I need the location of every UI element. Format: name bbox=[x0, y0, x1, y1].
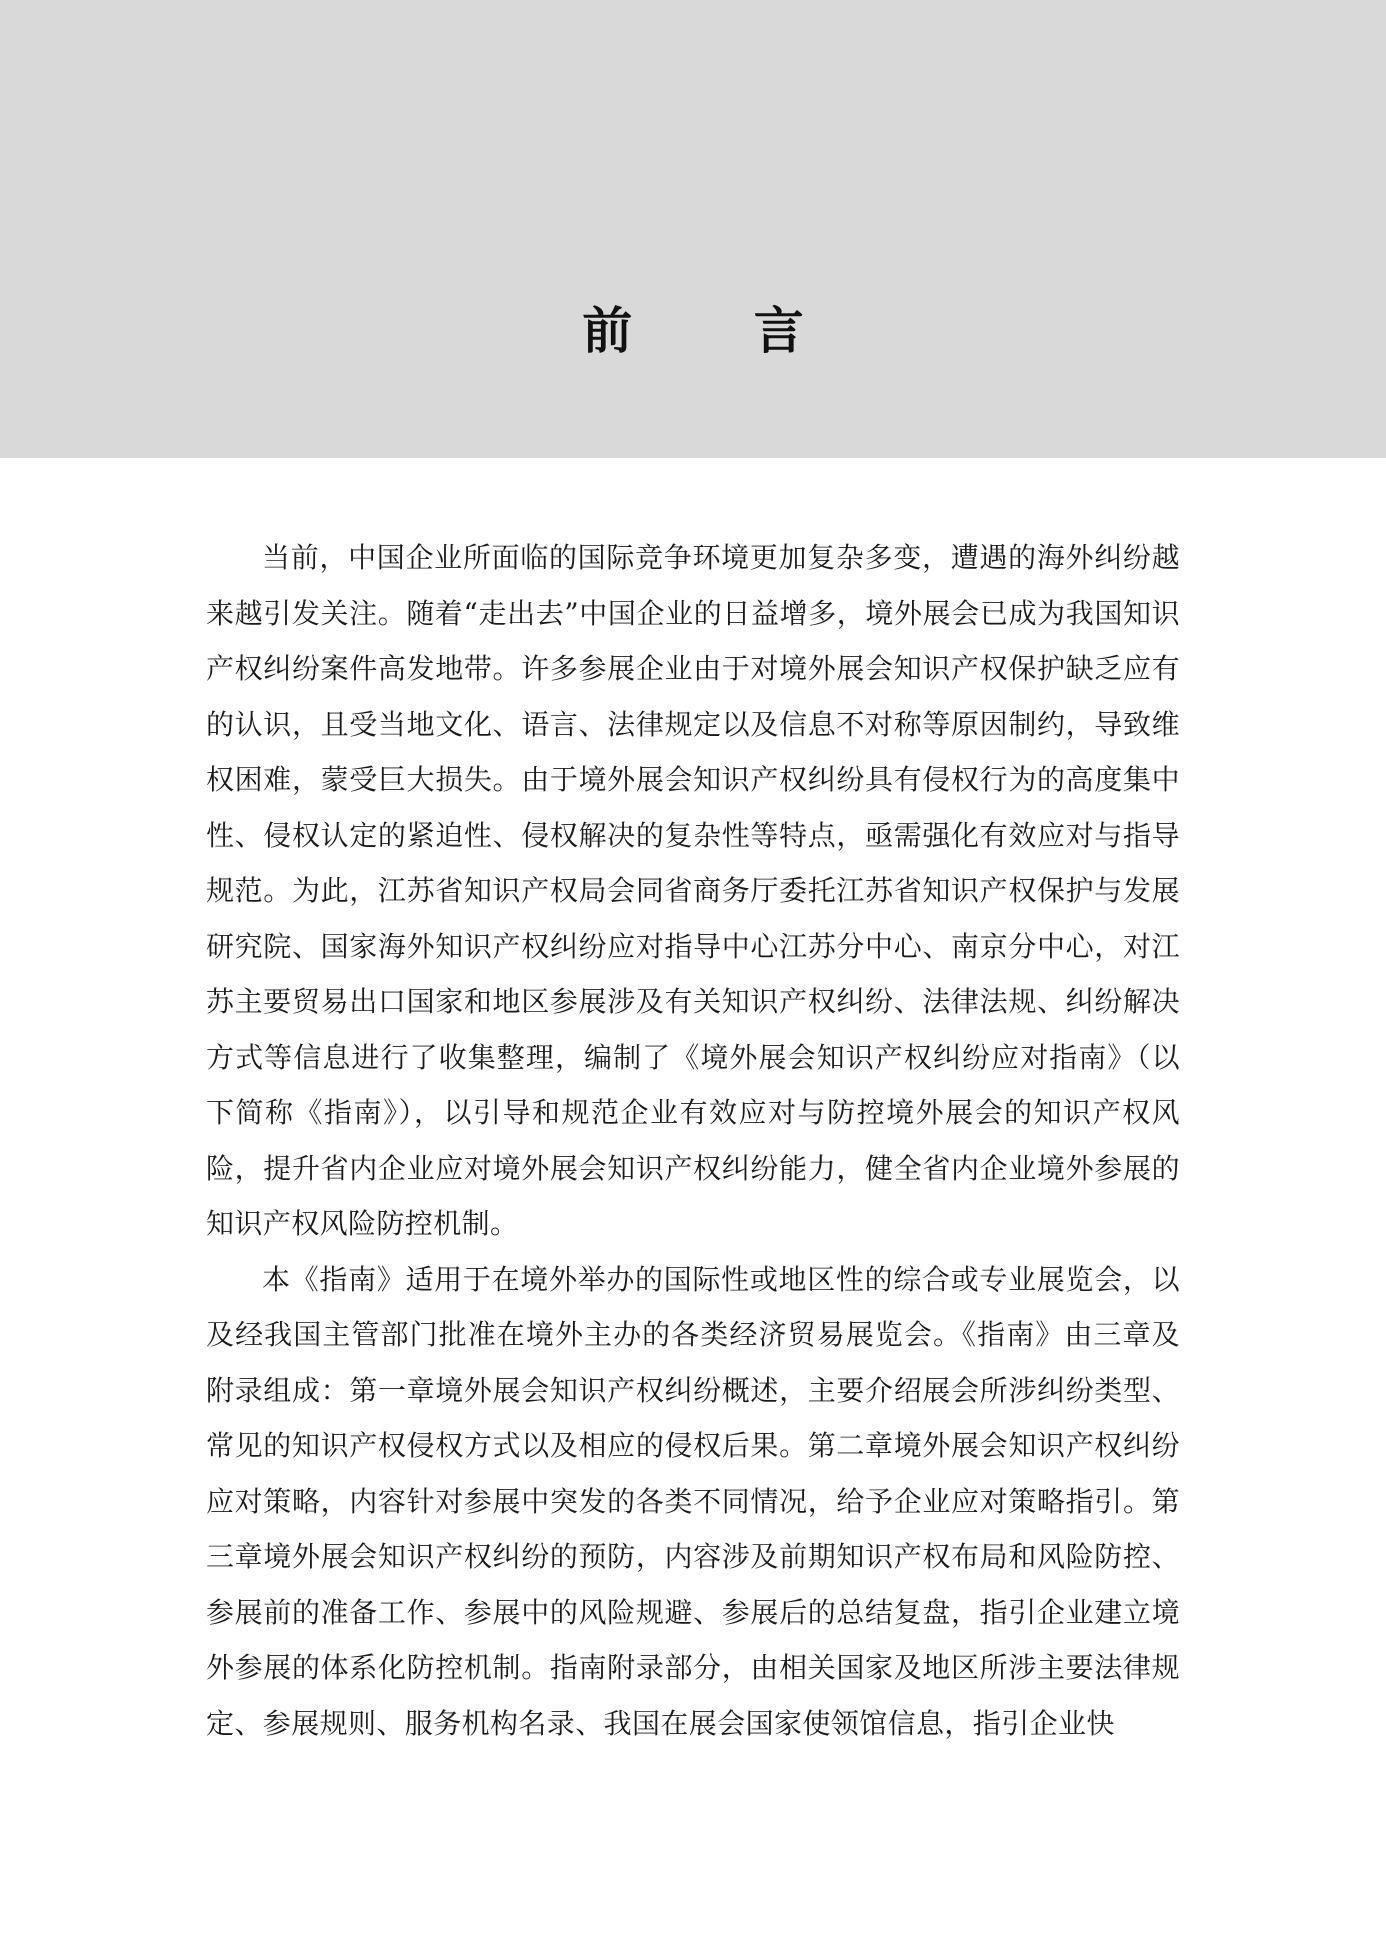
paragraph-scope: 本《指南》适用于在境外举办的国际性或地区性的综合或专业展览会，以及经我国主管部门批准在境外主办的各类经济贸易展览会。《指南》由三章及附录组成：第一章境外展会知识产权纠纷概述，主要介绍展会所涉纠纷类型、常见的知识产权侵权方式以及相应的侵权后果。第二章境外展会知识产权纠纷应对策略，内容针对参展中突发的各类不同情况，给予企业应对策略指引。第三章境外展会知识产权纠纷的预防，内容涉及前期知识产权布局和风险防控、参展前的准备工作、参展中的风险规避、参展后的总结复盘，指引企业建立境外参展的体系化防控机制。指南附录部分，由相关国家及地区所涉主要法律规定、参展规则、服务机构名录、我国在展会国家使领馆信息，指引企业快 bbox=[206, 1262, 1180, 1740]
header-band bbox=[0, 0, 1386, 458]
body-text bbox=[206, 530, 1180, 1751]
paragraph-intro: 当前，中国企业所面临的国际竞争环境更加复杂多变，遭遇的海外纠纷越来越引发关注。随着“走出去”中国企业的日益增多，境外展会已成为我国知识产权纠纷案件高发地带。许多参展企业由于对境外展会知识产权保护缺乏应有的认识，且受当地文化、语言、法律规定以及信息不对称等原因制约，导致维权困难，蒙受巨大损失。由于境外展会知识产权纠纷具有侵权行为的高度集中性、侵权认定的紧迫性、侵权解决的复杂性等特点，亟需强化有效应对与指导规范。为此，江苏省知识产权局会同省商务厅委托江苏省知识产权保护与发展研究院、国家海外知识产权纠纷应对指导中心江苏分中心、南京分中心，对江苏主要贸易出口国家和地区参展涉及有关知识产权纠纷、法律法规、纠纷解决方式等信息进行了收集整理，编制了《境外展会知识产权纠纷应对指南》（以下简称《指南》），以引导和规范企业有效应对与防控境外展会的知识产权风险，提升省内企业应对境外展会知识产权纠纷能力，健全省内企业境外参展的知识产权风险防控机制。 bbox=[206, 541, 1180, 1240]
page-title: 前 言 bbox=[582, 302, 856, 360]
